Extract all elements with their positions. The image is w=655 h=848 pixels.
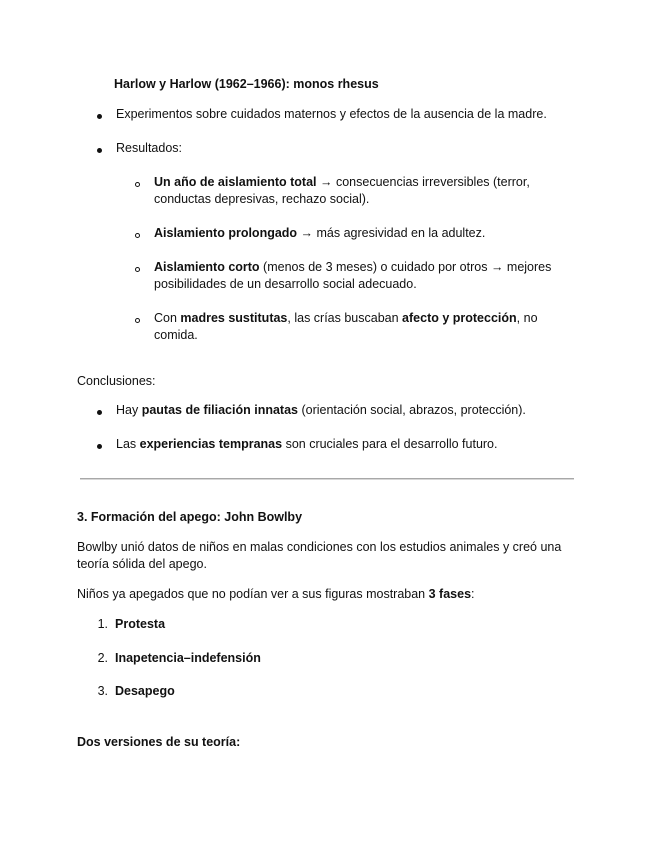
- conclusion-item-1-post: (orientación social, abrazos, protección).: [298, 403, 526, 417]
- phase-item-desapego: Desapego: [115, 684, 175, 698]
- bullet-dot-icon: [97, 410, 102, 415]
- result-item-2: [154, 225, 485, 242]
- result-item-4: [154, 310, 564, 344]
- conclusion-item-2: [116, 436, 497, 453]
- result-item-2-text: → más agresividad en la adultez.: [297, 226, 486, 240]
- phase-item-protesta: Protesta: [115, 617, 166, 631]
- circle-bullet-icon: [135, 182, 140, 187]
- result-item-4-post: , no comida.: [154, 311, 538, 342]
- bowlby-paragraph-2: [77, 586, 475, 603]
- result-item-2-bold: Aislamiento prolongado: [154, 226, 298, 240]
- harlow-heading: Harlow y Harlow (1962–1966): monos rhesus: [114, 77, 379, 91]
- conclusion-item-2-bold: experiencias tempranas: [139, 437, 283, 451]
- bowlby-paragraph-1: Bowlby unió datos de niños en malas condiciones con los estudios animales y creó una teoría sólida del apego.: [77, 540, 562, 571]
- bullet-resultados: Resultados:: [116, 141, 183, 155]
- result-item-4-pre: Con: [154, 311, 181, 325]
- section-divider: [80, 478, 574, 480]
- result-item-4-bold1: madres sustitutas: [180, 311, 288, 325]
- bullet-dot-icon: [97, 148, 102, 153]
- result-item-1: [154, 174, 574, 208]
- circle-bullet-icon: [135, 318, 140, 323]
- result-item-4-bold2: afecto y protección: [402, 311, 517, 325]
- conclusion-item-1-pre: Hay: [116, 403, 142, 417]
- result-item-1-text: → consecuencias irreversibles (terror, conductas depresivas, rechazo social).: [154, 175, 530, 206]
- bowlby-heading: 3. Formación del apego: John Bowlby: [77, 510, 303, 524]
- conclusion-item-2-post: son cruciales para el desarrollo futuro.: [282, 437, 498, 451]
- phase-number: 3.: [97, 684, 108, 698]
- conclusions-label: Conclusiones:: [77, 374, 156, 388]
- result-item-4-mid: , las crías buscaban: [287, 311, 403, 325]
- phase-number: 2.: [97, 651, 108, 665]
- circle-bullet-icon: [135, 233, 140, 238]
- conclusion-item-2-pre: Las: [116, 437, 140, 451]
- result-item-3: [154, 259, 574, 293]
- result-item-3-bold: Aislamiento corto: [154, 260, 260, 274]
- result-item-3-text: (menos de 3 meses) o cuidado por otros → mejores posibilidades de un desarrollo social adecuado.: [154, 260, 552, 291]
- bowlby-paragraph-2-pre: Niños ya apegados que no podían ver a sus figuras mostraban: [77, 587, 429, 601]
- bowlby-paragraph-2-post: :: [471, 587, 475, 601]
- bowlby-paragraph-2-bold: 3 fases: [428, 587, 472, 601]
- circle-bullet-icon: [135, 267, 140, 272]
- conclusion-item-1: [116, 402, 526, 419]
- phase-item-inapetencia: Inapetencia–indefensión: [115, 651, 261, 665]
- bullet-dot-icon: [97, 114, 102, 119]
- bullet-experimentos: Experimentos sobre cuidados maternos y efectos de la ausencia de la madre.: [116, 107, 547, 121]
- versions-heading: Dos versiones de su teoría:: [77, 735, 241, 749]
- result-item-1-bold: Un año de aislamiento total: [154, 175, 317, 189]
- bullet-dot-icon: [97, 444, 102, 449]
- conclusion-item-1-bold: pautas de filiación innatas: [141, 403, 298, 417]
- phase-number: 1.: [97, 617, 108, 631]
